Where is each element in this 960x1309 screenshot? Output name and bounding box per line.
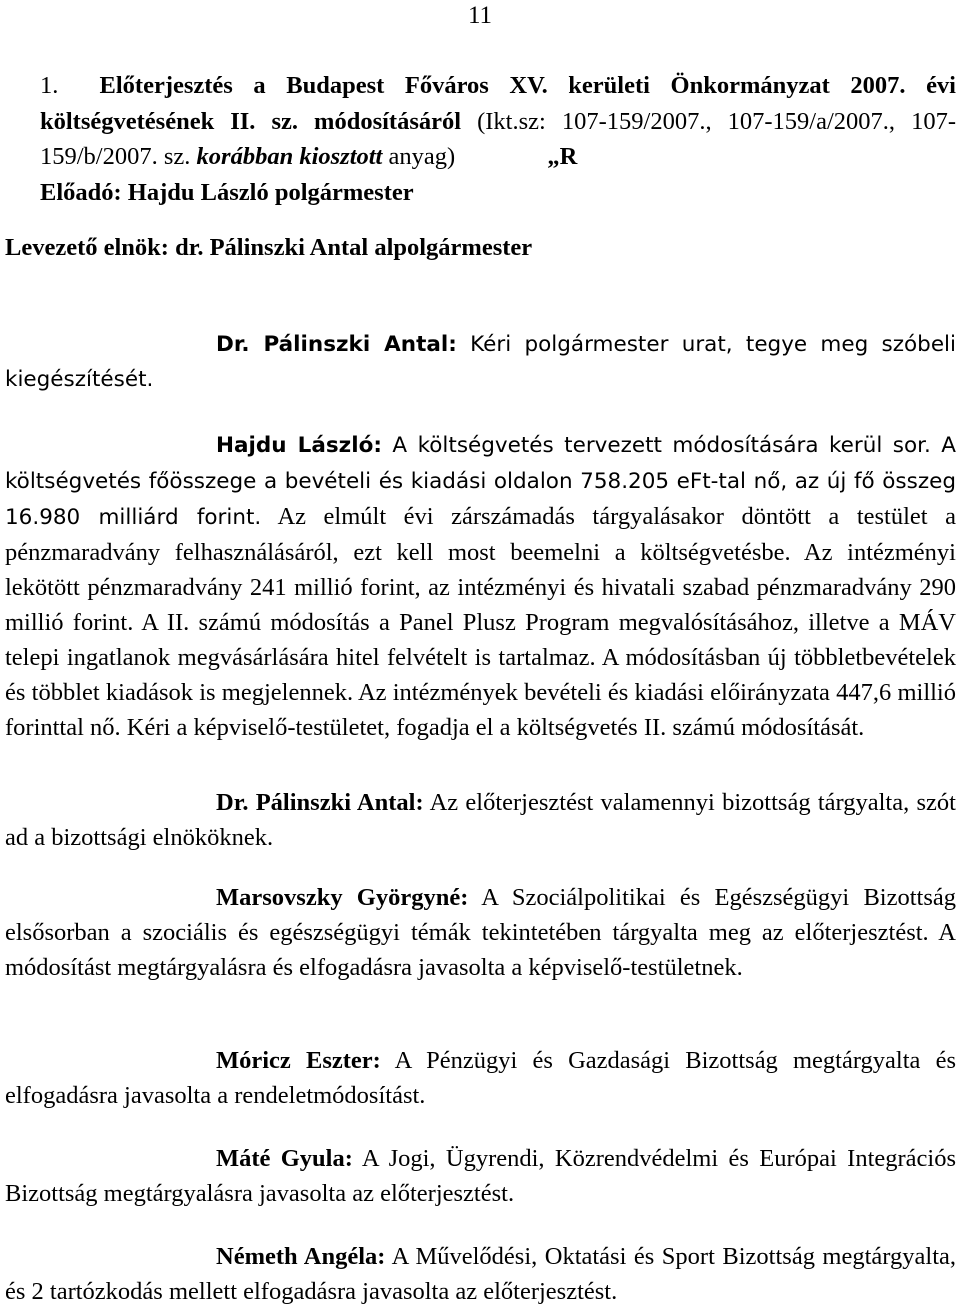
speech-text: A Pénzügyi és Gazdasági Bizottság megtárgyalta és elfogadásra javasolta a rendeletmódosítást.	[5, 1047, 957, 1109]
agenda-reference-end: anyag)	[388, 143, 456, 170]
speech-text: Kéri polgármester urat, tegye meg szóbeli kiegészítését.	[5, 332, 956, 392]
agenda-title-bold: Előterjesztés a Budapest Főváros XV. kerületi Önkormányzat 2007. évi költségvetésének II. sz. módosításáról	[40, 72, 956, 135]
agenda-number: 1.	[40, 72, 59, 99]
speaker-name: Dr. Pálinszki Antal:	[216, 332, 457, 357]
speaker-name: Marsovszky Györgyné:	[216, 884, 469, 911]
agenda-title	[40, 68, 956, 175]
speech-text: A Szociálpolitikai és Egészségügyi Bizottság elsősorban a szociális és egészségügyi témák tekintetében tárgyalta meg az előterjesztést. A módosítást megtárgyalásra és elfogadásra javasolta a képviselő-testületnek.	[5, 884, 956, 981]
speaker-name: Máté Gyula:	[216, 1145, 353, 1172]
page-number: 11	[467, 2, 493, 29]
speech-text-continued: Az elmúlt évi zárszámadás tárgyalásakor döntött a testület a pénzmaradvány felhasználásáról, ezt kell most beemelni a költségvetésbe. Az intézményi lekötött pénzmaradvány 241 millió forint, az intézményi és hivatali szabad pénzmaradvány 290 millió forint. A II. számú módosítás a Panel Plusz Program megvalósításához, illetve a MÁV telepi ingatlanok megvásárlására hitel felvételt is tartalmaz. A módosításban új többletbevételek és többlet kiadások is megjelennek. Az intézmények bevételi és kiadási előirányzata 447,6 millió forinttal nő. Kéri a képviselő-testületet, fogadja el a költségvetés II. számú módosítását.	[5, 503, 956, 741]
speech-palinszki-2	[5, 785, 956, 855]
speech-text: A Jogi, Ügyrendi, Közrendvédelmi és Európai Integrációs Bizottság megtárgyalásra javasolta az előterjesztést.	[5, 1145, 956, 1207]
speech-moricz	[5, 1043, 956, 1113]
speech-palinszki-1	[5, 327, 956, 397]
speech-text: Az előterjesztést valamennyi bizottság tárgyalta, szót ad a bizottsági elnököknek.	[5, 789, 956, 851]
speech-nemeth	[5, 1239, 956, 1309]
agenda-reference: (Ikt.sz: 107-159/2007., 107-159/a/2007., 107-159/b/2007. sz.	[40, 107, 956, 170]
speaker-name: Móricz Eszter:	[216, 1047, 381, 1074]
agenda-item	[40, 68, 956, 210]
r-mark: „R	[547, 143, 578, 170]
agenda-reference-italic: korábban kiosztott	[196, 143, 383, 170]
speech-mate	[5, 1141, 956, 1211]
speech-text: A költségvetés tervezett módosítására kerül sor. A költségvetés főösszege a bevételi és kiadási oldalon 758.205 eFt-tal nő, az új fő összeg 16.980 milliárd forint.	[5, 433, 956, 530]
speaker-name: Németh Angéla:	[216, 1243, 386, 1270]
chair-line: Levezető elnök: dr. Pálinszki Antal alpolgármester	[5, 234, 533, 261]
speech-text: A Művelődési, Oktatási és Sport Bizottság megtárgyalta, és 2 tartózkodás mellett elfogadásra javasolta az előterjesztést.	[5, 1243, 957, 1305]
presenter-line: Előadó: Hajdu László polgármester	[40, 178, 414, 206]
speech-hajdu	[5, 427, 956, 745]
speaker-name: Hajdu László:	[216, 433, 382, 458]
speech-marsovszky	[5, 880, 956, 985]
speaker-name: Dr. Pálinszki Antal:	[216, 789, 424, 816]
